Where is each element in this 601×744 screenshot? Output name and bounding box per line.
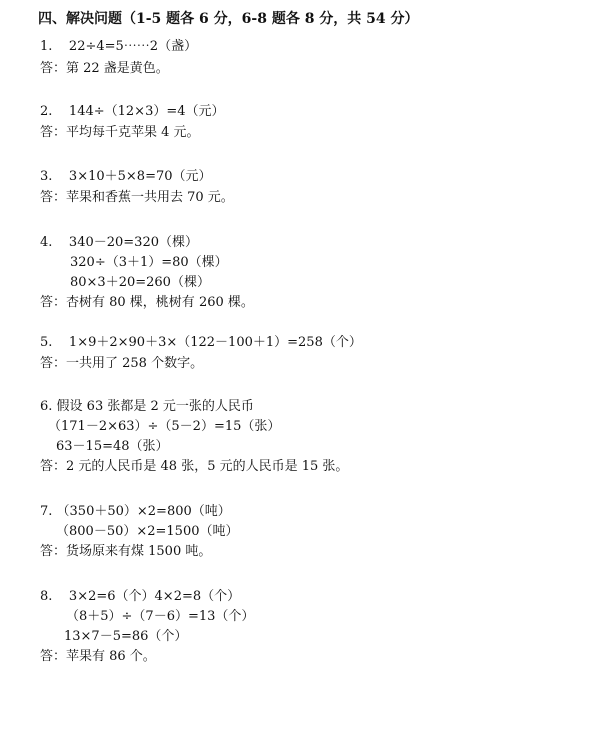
problem-2-line-1: 2. 144÷（12×3）=4（元） — [40, 104, 225, 119]
problem-7-answer: 答：货场原来有煤 1500 吨。 — [40, 544, 212, 559]
problem-8-answer: 答：苹果有 86 个。 — [40, 649, 156, 664]
problem-6-line-2: （171－2×63）÷（5－2）=15（张） — [48, 419, 281, 434]
problem-8-line-1: 8. 3×2=6（个）4×2=8（个） — [40, 589, 241, 604]
problem-7-line-2: （800－50）×2=1500（吨） — [56, 524, 239, 539]
problem-4-line-2: 320÷（3＋1）=80（棵） — [70, 255, 228, 270]
problem-4-answer: 答：杏树有 80 棵，桃树有 260 棵。 — [40, 295, 254, 310]
problem-2-answer: 答：平均每千克苹果 4 元。 — [40, 125, 200, 140]
problem-6-line-3: 63－15=48（张） — [56, 439, 169, 454]
problem-4-line-1: 4. 340－20=320（棵） — [40, 235, 198, 250]
problem-5-line-1: 5. 1×9＋2×90＋3×（122－100＋1）=258（个） — [40, 335, 362, 350]
problem-1-line-1: 1. 22÷4=5⋯⋯2（盏） — [40, 39, 198, 54]
problem-5-answer: 答：一共用了 258 个数字。 — [40, 356, 204, 371]
problem-1-answer: 答：第 22 盏是黄色。 — [40, 61, 169, 76]
problem-6-line-1: 6. 假设 63 张都是 2 元一张的人民币 — [40, 399, 254, 414]
problem-7-line-1: 7. （350＋50）×2=800（吨） — [40, 504, 231, 519]
section-heading: 四、解决问题（1-5 题各 6 分，6-8 题各 8 分，共 54 分） — [38, 11, 419, 27]
problem-8-line-2: （8＋5）÷（7－6）=13（个） — [66, 609, 255, 624]
problem-4-line-3: 80×3＋20=260（棵） — [70, 275, 210, 290]
problem-8-line-3: 13×7－5=86（个） — [64, 629, 188, 644]
problem-6-answer: 答：2 元的人民币是 48 张，5 元的人民币是 15 张。 — [40, 459, 349, 474]
problem-3-line-1: 3. 3×10＋5×8=70（元） — [40, 169, 212, 184]
problem-3-answer: 答：苹果和香蕉一共用去 70 元。 — [40, 190, 234, 205]
